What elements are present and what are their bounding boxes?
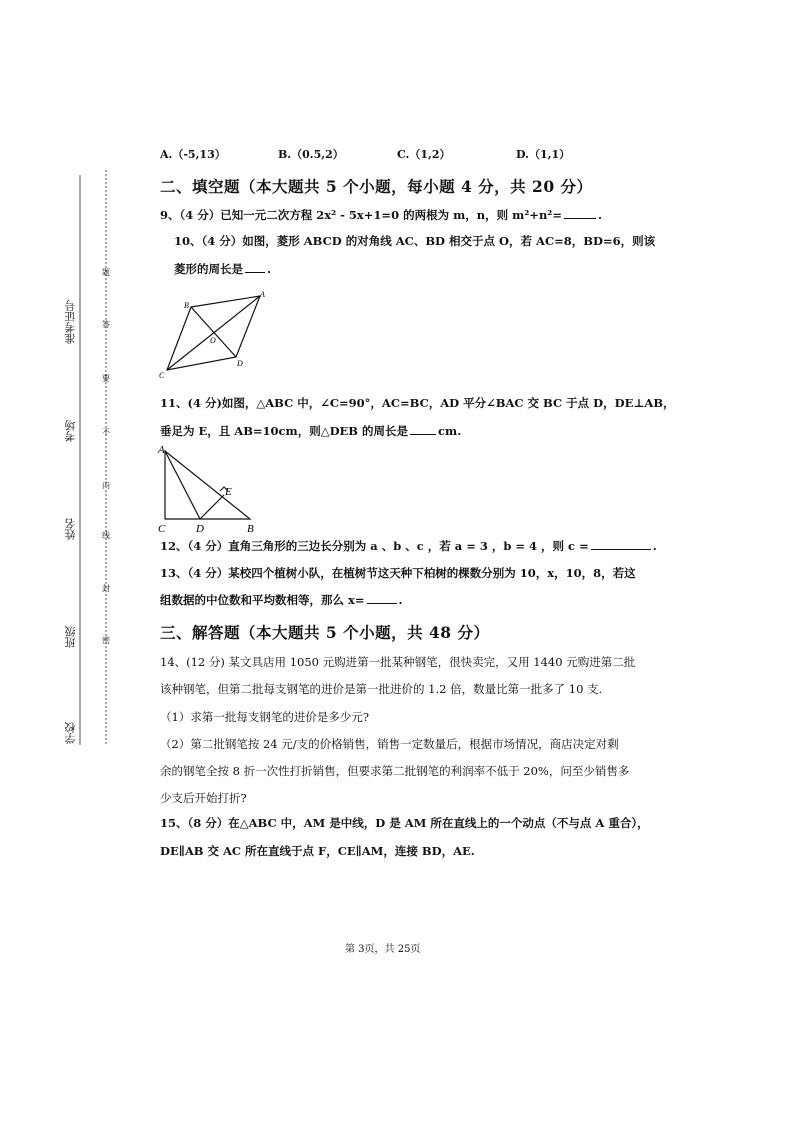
question-9: 9、（4 分）已知一元二次方程 2x² - 5x+1=0 的两根为 m，n，则 m²+n²= . [160, 208, 602, 222]
margin-label-school: 学校 [64, 722, 77, 744]
margin-label-exam-room: 考场 [64, 420, 77, 442]
question-11-text: 垂足为 E，且 AB=10cm，则△DEB 的周长是 [160, 424, 409, 438]
label-a: A [158, 444, 165, 456]
margin-seal-char: 线 [102, 531, 110, 540]
question-14-sub-2-line-1: （2）第二批钢笔按 24 元/支的价格销售，销售一定数量后，根据市场情况，商店决定对剩 [160, 737, 619, 751]
label-d: D [237, 359, 243, 368]
question-11-line-2 [160, 422, 461, 440]
question-14-sub-2-line-3: 少支后开始打折? [160, 791, 247, 805]
question-14-sub-1: （1）求第一批每支钢笔的进价是多少元? [160, 710, 369, 724]
label-b: B [247, 523, 254, 534]
option-b: B.（0.5,2） [278, 148, 344, 161]
question-13-line-2: 组数据的中位数和平均数相等，那么 x= . [160, 593, 403, 607]
answer-blank[interactable] [367, 591, 397, 604]
question-10-line-2: 菱形的周长是 . [174, 262, 272, 276]
margin-seal-char: 要 [102, 374, 110, 383]
label-c: C [159, 371, 165, 380]
margin-label-name: 姓名 [64, 518, 77, 540]
question-11-unit: cm. [438, 424, 462, 438]
section-3-title: 三、解答题（本大题共 5 个小题，共 48 分） [160, 623, 490, 642]
question-14-sub-2-line-2: 余的钢笔全按 8 折一次性打折销售，但要求第二批钢笔的利润率不低于 20%，问至少销售多 [160, 764, 630, 778]
option-c: C.（1,2） [397, 148, 451, 161]
question-14-line-2: 该种钢笔，但第二批每支钢笔的进价是第一批进价的 1.2 倍，数量比第一批多了 10 支. [160, 682, 603, 696]
question-10-text: 菱形的周长是 [174, 262, 243, 276]
question-14-line-1: 14、(12 分) 某文具店用 1050 元购进第一批某种钢笔，很快卖完，又用 1440 元购进第二批 [160, 655, 636, 669]
label-b: B [184, 301, 189, 310]
margin-seal-char: 答 [102, 320, 110, 329]
answer-blank[interactable] [591, 537, 651, 550]
answer-blank[interactable] [245, 260, 265, 273]
section-2-title: 二、填空题（本大题共 5 个小题，每小题 4 分，共 20 分） [160, 177, 593, 196]
option-d: D.（1,1） [516, 148, 571, 161]
question-15-line-2: DE∥AB 交 AC 所在直线于点 F，CE∥AM，连接 BD，AE. [160, 844, 475, 858]
margin-label-class: 班级 [64, 626, 77, 648]
binding-lines [60, 170, 120, 750]
margin-seal-char: 封 [102, 584, 110, 593]
margin-seal-char: 内 [102, 481, 110, 490]
question-13-text: 组数据的中位数和平均数相等，那么 x= [160, 593, 365, 607]
question-13-line-1: 13、（4 分）某校四个植树小队，在植树节这天种下柏树的棵数分别为 10，x，10，8，若这 [160, 566, 636, 580]
answer-blank[interactable] [564, 206, 596, 219]
question-12: 12、（4 分）直角三角形的三边长分别为 a 、b 、c ，若 a = 3 ，b = 4 ，则 c = . [160, 539, 657, 553]
label-o: O [210, 336, 216, 345]
margin-seal-char: 不 [102, 428, 110, 437]
triangle-figure [155, 442, 265, 534]
label-a: A [260, 290, 265, 299]
question-12-text: 12、（4 分）直角三角形的三边长分别为 a 、b 、c ，若 a = 3 ，b = 4 ，则 c = [160, 539, 589, 553]
margin-label-exam-number: 准考证号 [64, 300, 77, 344]
question-15-line-1: 15、（8 分）在△ABC 中，AM 是中线，D 是 AM 所在直线上的一个动点（不与点 A 重合）， [160, 816, 649, 830]
question-10-line-1: 10、（4 分）如图，菱形 ABCD 的对角线 AC、BD 相交于点 O，若 AC=8，BD=6，则该 [174, 234, 656, 248]
rhombus-figure [155, 288, 275, 383]
label-e: E [225, 486, 232, 498]
question-11-line-1: 11、(4 分)如图，△ABC 中，∠C=90°，AC=BC，AD 平分∠BAC 交 BC 于点 D，DE⊥AB， [160, 396, 675, 410]
label-c: C [158, 523, 166, 534]
margin-seal-char: 密 [102, 636, 110, 645]
question-9-text: 9、（4 分）已知一元二次方程 2x² - 5x+1=0 的两根为 m，n，则 m²+n²= [160, 208, 562, 222]
label-d: D [196, 523, 204, 534]
option-a: A.（-5,13） [160, 148, 226, 161]
page-footer: 第 3页，共 25页 [345, 944, 421, 955]
answer-blank[interactable] [410, 422, 436, 435]
margin-seal-char: 题 [102, 268, 110, 277]
